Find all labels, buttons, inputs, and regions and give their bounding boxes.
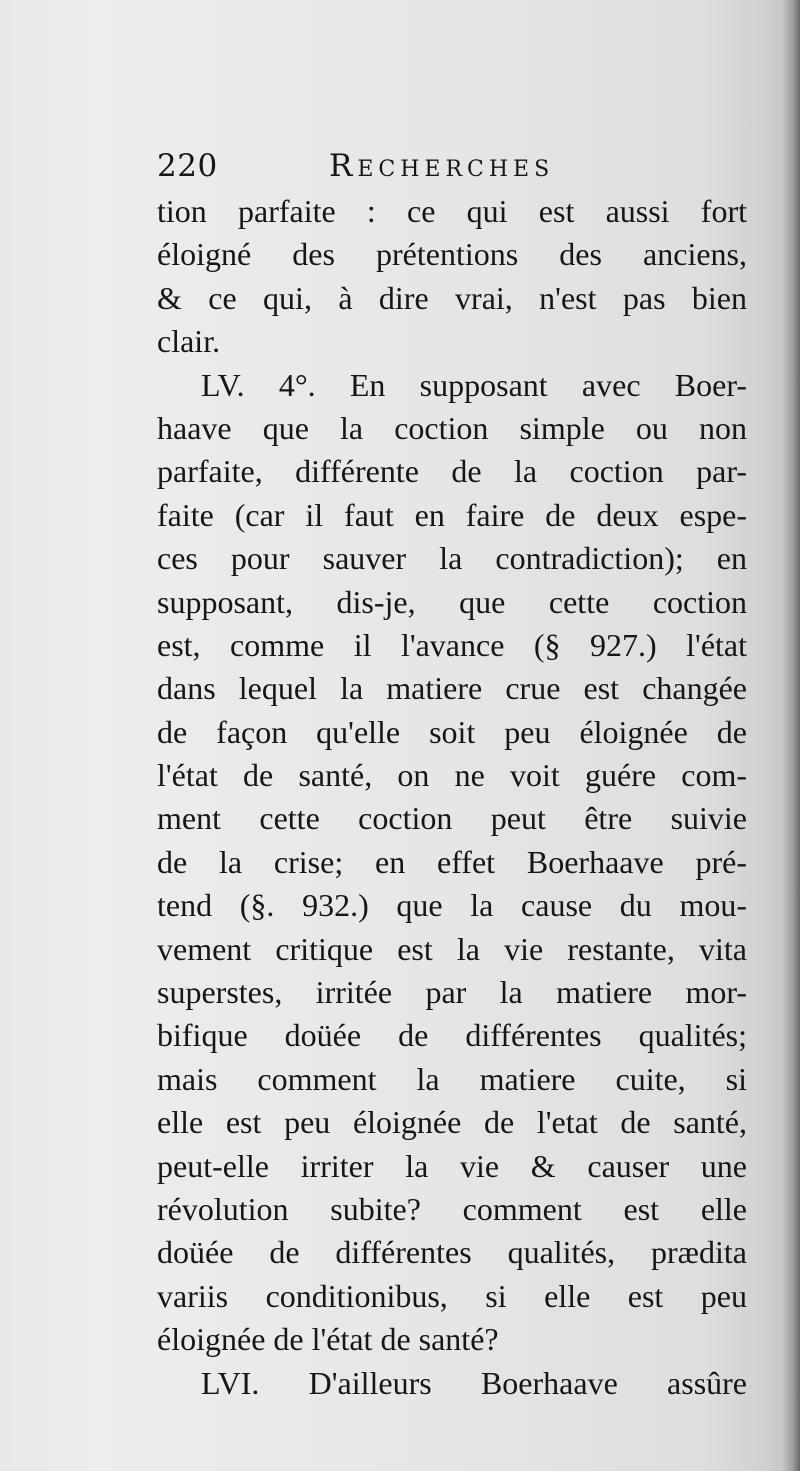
- text-line: éloignée de l'état de santé?: [157, 1321, 499, 1358]
- text-line: tion parfaite : ce qui est aussi fort: [157, 193, 747, 229]
- text-line: doüée de différentes qualités, prædita: [157, 1234, 747, 1271]
- text-line: ces pour sauver la contradiction); en: [157, 540, 747, 577]
- body-text: [157, 190, 747, 1405]
- text-line: & ce qui, à dire vrai, n'est pas bien: [157, 279, 747, 316]
- text-line: peut-elle irriter la vie & causer une: [157, 1147, 747, 1184]
- text-line: ment cette coction peut être suivie: [157, 800, 747, 837]
- page-number: 220: [157, 148, 218, 184]
- text-line: elle est peu éloignée de l'etat de santé,: [157, 1104, 747, 1141]
- text-line: de façon qu'elle soit peu éloignée de: [157, 713, 747, 750]
- running-head: [157, 146, 637, 186]
- text-line: parfaite, différente de la coction par-: [157, 453, 747, 490]
- text-line: dans lequel la matiere crue est changée: [157, 670, 747, 707]
- section-heading-line: LV. 4°. En supposant avec Boer-: [201, 366, 747, 403]
- text-line: haave que la coction simple ou non: [157, 409, 747, 446]
- page-gutter-shadow: [782, 0, 800, 1471]
- text-line: mais comment la matiere cuite, si: [157, 1060, 747, 1097]
- text-line: supposant, dis-je, que cette coction: [157, 583, 747, 620]
- text-line: l'état de santé, on ne voit guére com-: [157, 757, 747, 794]
- text-line: variis conditionibus, si elle est peu: [157, 1277, 747, 1314]
- text-line: éloigné des prétentions des anciens,: [157, 236, 747, 273]
- text-line: vement critique est la vie restante, vita: [157, 930, 747, 967]
- text-line: faite (car il faut en faire de deux espe-: [157, 496, 747, 533]
- text-line: bifique doüée de différentes qualités;: [157, 1017, 747, 1054]
- text-line: clair.: [157, 323, 221, 360]
- text-line: tend (§. 932.) que la cause du mou-: [157, 887, 747, 924]
- text-line: révolution subite? comment est elle: [157, 1190, 747, 1227]
- running-title: Recherches: [329, 148, 555, 184]
- text-line: superstes, irritée par la matiere mor-: [157, 974, 747, 1011]
- section-heading-line: LVI. D'ailleurs Boerhaave assûre: [201, 1364, 747, 1401]
- text-line: est, comme il l'avance (§ 927.) l'état: [157, 626, 747, 663]
- text-line: de la crise; en effet Boerhaave pré-: [157, 843, 747, 880]
